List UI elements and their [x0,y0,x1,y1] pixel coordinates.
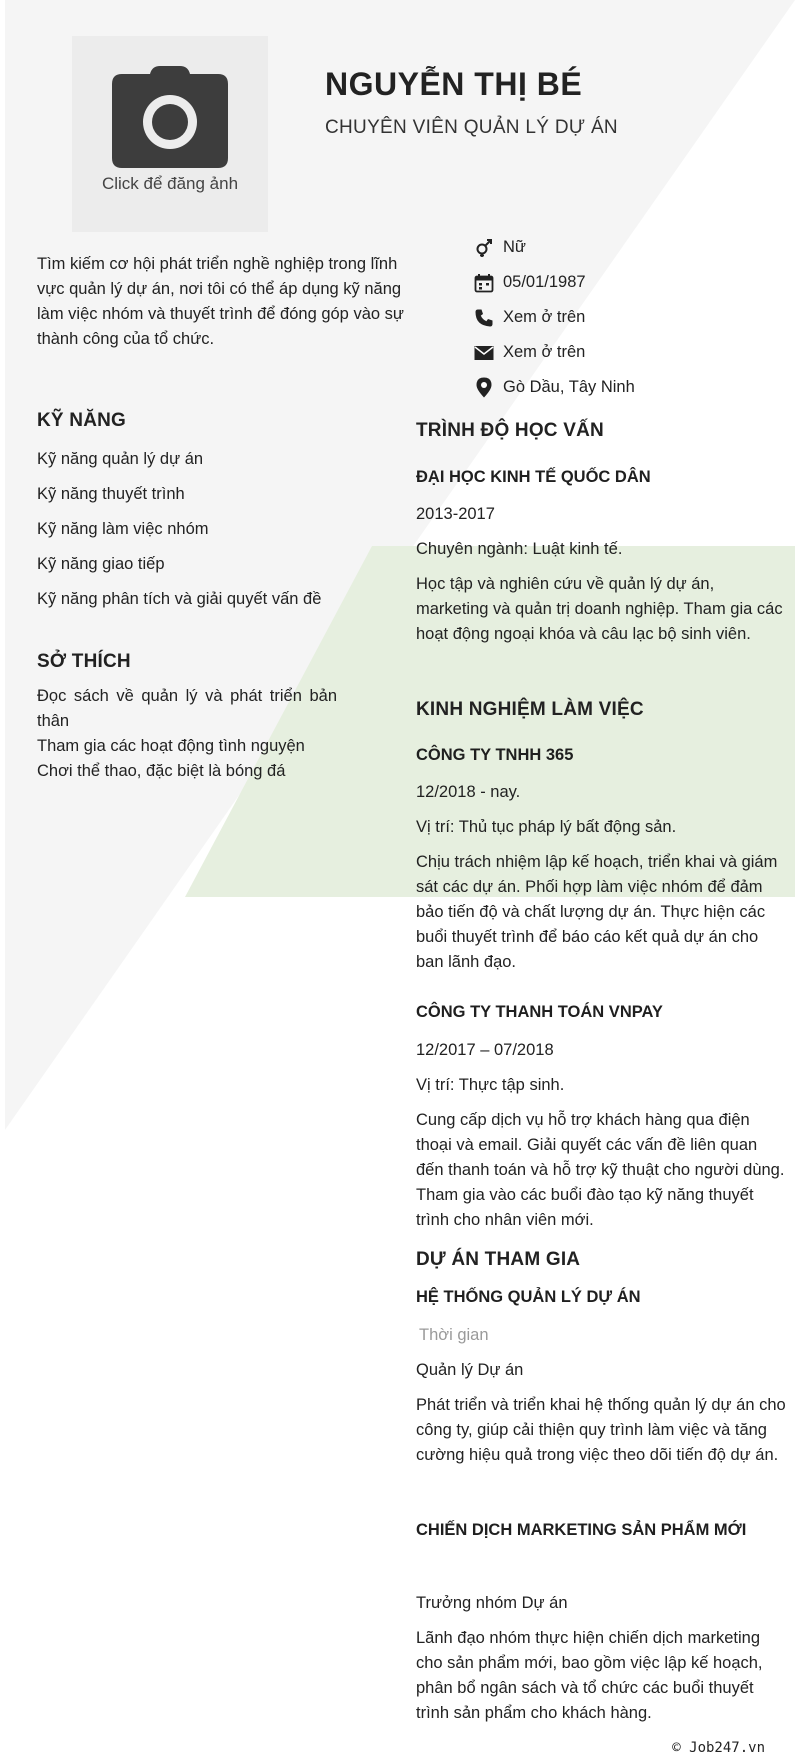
skills-heading: KỸ NĂNG [37,410,127,431]
project-description: Phát triển và triển khai hệ thống quản lý dự án cho công ty, giúp cải thiện quy trình làm việc và tăng cường hiệu quả trong việc theo dõi tiến độ dự án. [416,1396,786,1464]
contact-info [473,230,635,405]
project-description: Lãnh đạo nhóm thực hiện chiến dịch marketing cho sản phẩm mới, bao gồm việc lập kế hoạch, phân bổ ngân sách và tổ chức các buổi thuyết trình sản phẩm cho khách hàng. [416,1629,763,1722]
hobby-item: Đọc sách về quản lý và phát triển bản thân [37,687,337,730]
project-time: Thời gian [419,1326,489,1344]
hobby-item: Chơi thể thao, đặc biệt là bóng đá [37,762,286,780]
project-role: Quản lý Dự án [416,1361,524,1379]
skill-item: Kỹ năng phân tích và giải quyết vấn đề [37,590,322,608]
gender-icon [473,237,495,259]
skill-item: Kỹ năng làm việc nhóm [37,520,209,538]
skills-list [37,450,321,625]
job-company: CÔNG TY TNHH 365 [416,746,574,764]
experience-heading: KINH NGHIỆM LÀM VIỆC [416,699,644,720]
project-role: Trưởng nhóm Dự án [416,1594,568,1612]
contact-address [473,370,635,405]
contact-phone [473,300,635,335]
hobbies-heading: SỞ THÍCH [37,651,131,672]
education-school: ĐẠI HỌC KINH TẾ QUỐC DÂN [416,468,651,486]
gender-value: Nữ [503,238,526,256]
job-period: 12/2017 – 07/2018 [416,1041,554,1059]
career-objective: Tìm kiếm cơ hội phát triển nghề nghiệp trong lĩnh vực quản lý dự án, nơi tôi có thể áp dụng kỹ năng làm việc nhóm và thuyết trình để đóng góp vào sự thành công của tổ chức. [37,255,404,348]
project-name: HỆ THỐNG QUẢN LÝ DỰ ÁN [416,1288,641,1306]
job-description: Cung cấp dịch vụ hỗ trợ khách hàng qua điện thoại và email. Giải quyết các vấn đề liên quan đến thanh toán và hỗ trợ kỹ thuật cho người dùng. Tham gia vào các buổi đào tạo kỹ năng thuyết trình cho nhân viên mới. [416,1111,785,1229]
skill-item: Kỹ năng thuyết trình [37,485,185,503]
education-period: 2013-2017 [416,505,495,523]
job-title: CHUYÊN VIÊN QUẢN LÝ DỰ ÁN [325,117,618,138]
full-name: NGUYỄN THỊ BÉ [325,66,583,102]
hobbies-list [37,684,337,784]
project-name: CHIẾN DỊCH MARKETING SẢN PHẨM MỚI [416,1521,747,1539]
education-major: Chuyên ngành: Luật kinh tế. [416,540,623,558]
phone-value: Xem ở trên [503,308,586,326]
job-position: Vị trí: Thực tập sinh. [416,1076,565,1094]
hobby-item: Tham gia các hoạt động tình nguyện [37,737,305,755]
education-heading: TRÌNH ĐỘ HỌC VẤN [416,420,604,441]
address-value: Gò Dầu, Tây Ninh [503,378,635,396]
email-value: Xem ở trên [503,343,586,361]
contact-gender [473,230,635,265]
email-icon [473,342,495,364]
photo-caption: Click để đăng ảnh [101,174,239,193]
skill-item: Kỹ năng giao tiếp [37,555,165,573]
camera-icon [110,64,230,170]
job-period: 12/2018 - nay. [416,783,521,801]
skill-item: Kỹ năng quản lý dự án [37,450,204,468]
job-position: Vị trí: Thủ tục pháp lý bất động sản. [416,818,677,836]
education-description: Học tập và nghiên cứu về quản lý dự án, marketing và quản trị doanh nghiệp. Tham gia các hoạt động ngoại khóa và câu lạc bộ sinh viên. [416,575,783,643]
calendar-icon [473,272,495,294]
contact-email [473,335,635,370]
job-company: CÔNG TY THANH TOÁN VNPAY [416,1003,663,1021]
footer-watermark: © Job247.vn [672,1740,765,1756]
contact-birthday [473,265,635,300]
photo-upload[interactable] [72,36,268,232]
job-description: Chịu trách nhiệm lập kế hoạch, triển khai và giám sát các dự án. Phối hợp làm việc nhóm để đảm bảo tiến độ và chất lượng dự án. Thực hiện các buổi thuyết trình để báo cáo kết quả dự án cho ban lãnh đạo. [416,853,778,971]
projects-heading: DỰ ÁN THAM GIA [416,1249,581,1270]
phone-icon [473,307,495,329]
location-icon [473,377,495,399]
birthday-value: 05/01/1987 [503,273,586,291]
